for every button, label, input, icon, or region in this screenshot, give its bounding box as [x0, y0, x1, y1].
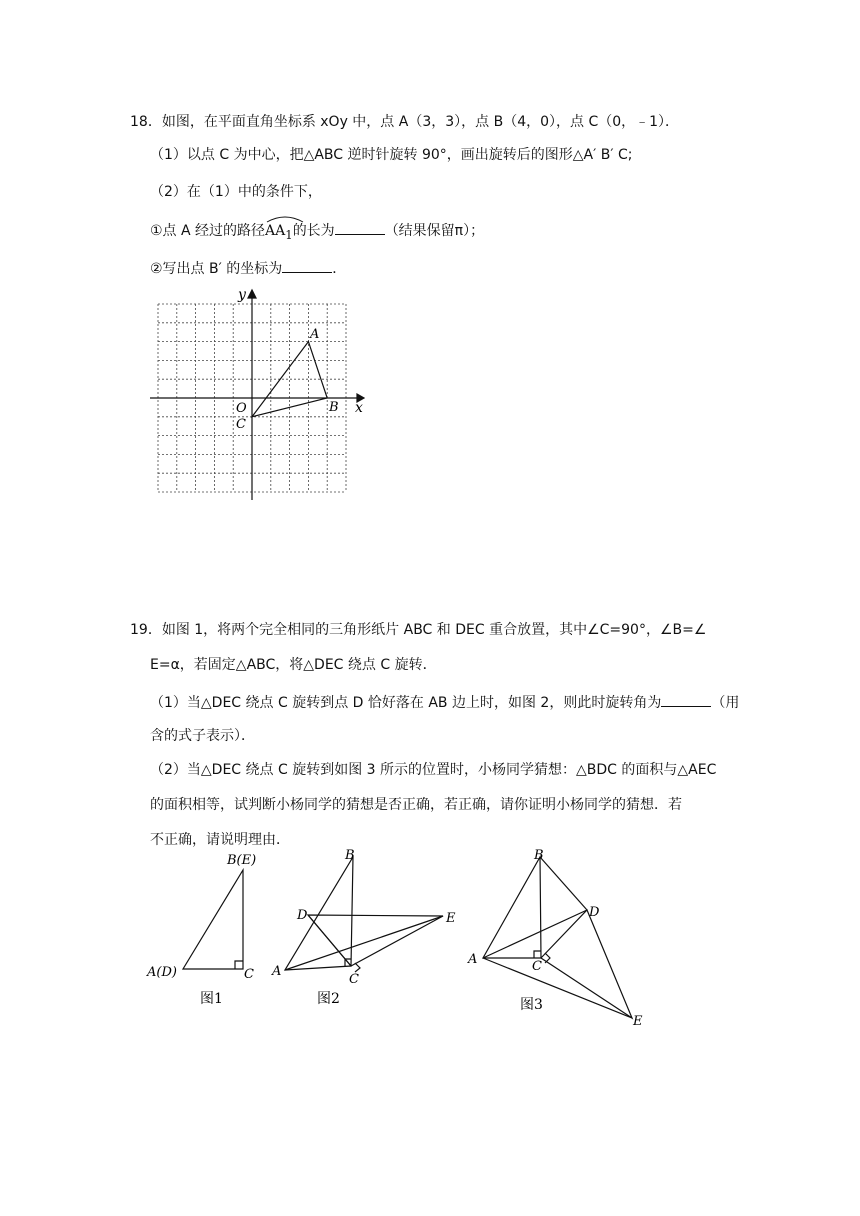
x-axis-label: x — [355, 400, 363, 416]
fig3-label-d: D — [589, 905, 600, 920]
axes — [150, 290, 364, 500]
answer-blank-rotation-angle[interactable] — [661, 692, 711, 707]
q18-coordinate-graph — [145, 285, 365, 505]
point-b-label: B — [329, 400, 339, 415]
q18-part2a-note: （结果保留π）； — [384, 223, 485, 239]
fig3-label-a: A — [468, 952, 478, 967]
arc-aa1-label — [265, 221, 293, 245]
q19-line4: 含的式子表示）． — [150, 728, 255, 744]
q19-figure-3 — [465, 845, 665, 1045]
q19-line6: 的面积相等，试判断小杨同学的猜想是否正确，若正确，请你证明小杨同学的猜想．若 — [150, 797, 682, 813]
q18-part2a — [150, 220, 484, 245]
fig3-label-c: C — [532, 959, 542, 974]
fig3-label-e: E — [633, 1014, 643, 1029]
origin-label: O — [236, 401, 247, 416]
point-a-label: A — [310, 327, 320, 342]
q18-part1: （1）以点 C 为中心，把△ABC 逆时针旋转 90°，画出旋转后的图形△A′ B′ C; — [150, 147, 633, 163]
q18-part2a-after: 的长为 — [292, 223, 335, 239]
q19-figure-2 — [265, 845, 465, 1015]
q19-line1: 19．如图 1，将两个完全相同的三角形纸片 ABC 和 DEC 重合放置，其中∠C=90°，∠B=∠ — [130, 622, 707, 638]
point-c-label: C — [236, 417, 246, 432]
q19-line5: （2）当△DEC 绕点 C 旋转到如图 3 所示的位置时，小杨同学猜想：△BDC 的面积与△AEC — [150, 762, 717, 778]
q19-line7: 不正确，请说明理由． — [150, 832, 290, 848]
y-axis-label: y — [238, 287, 246, 303]
q18-part2b — [150, 258, 346, 279]
answer-blank-arc-length[interactable] — [335, 220, 385, 235]
arc-aa1-text: AA — [265, 223, 286, 239]
fig1-label-c: C — [244, 967, 254, 982]
q19-line3 — [150, 692, 739, 713]
q19-line3-after: （用 — [711, 695, 740, 711]
q18-part2a-before: ①点 A 经过的路径 — [150, 223, 266, 239]
q18-part2b-end: ． — [332, 261, 347, 277]
q19-line2: E=α，若固定△ABC，将△DEC 绕点 C 旋转． — [150, 657, 437, 673]
q19-figure-1 — [140, 845, 270, 1015]
fig2-label-c: C — [349, 972, 359, 987]
fig2-label-e: E — [446, 911, 456, 926]
q18-stem: 18．如图，在平面直角坐标系 xOy 中，点 A（3，3），点 B（4，0），点 C（0，﹣1）． — [130, 114, 680, 130]
q18-part2b-before: ②写出点 B′ 的坐标为 — [150, 261, 283, 277]
arc-mark-icon — [265, 215, 305, 223]
answer-blank-b-prime[interactable] — [282, 258, 332, 273]
q18-part2: （2）在（1）中的条件下， — [150, 184, 322, 200]
fig2-label-d: D — [297, 908, 308, 923]
fig2-label-b: B — [345, 848, 355, 863]
fig1-label-b: B(E) — [227, 853, 257, 868]
fig1-label-a: A(D) — [147, 965, 177, 980]
fig3-label-b: B — [534, 848, 544, 863]
fig2-caption: 图2 — [317, 991, 340, 1007]
fig3-caption: 图3 — [520, 997, 543, 1013]
arc-aa1-sub: 1 — [285, 227, 293, 242]
fig1-caption: 图1 — [200, 991, 223, 1007]
q19-line3-before: （1）当△DEC 绕点 C 旋转到点 D 恰好落在 AB 边上时，如图 2，则此时旋转角为 — [150, 695, 662, 711]
fig2-label-a: A — [272, 964, 282, 979]
